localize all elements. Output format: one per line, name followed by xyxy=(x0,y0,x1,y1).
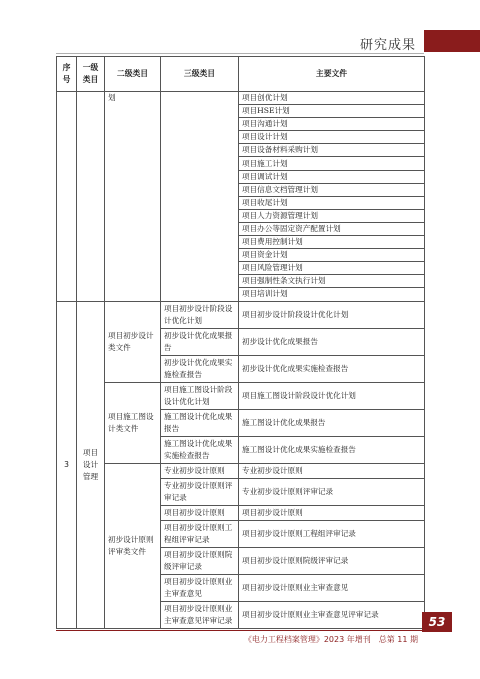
doc-cell: 项目初步设计原则业主审查意见评审记录 xyxy=(239,601,425,628)
doc-cell: 项目培训计划 xyxy=(239,288,425,301)
doc-cell: 项目设计计划 xyxy=(239,131,425,144)
level3-cell: 专业初步设计原则评审记录 xyxy=(161,478,239,505)
seq-cell xyxy=(57,92,77,302)
doc-cell: 施工图设计优化成果报告 xyxy=(239,409,425,436)
archive-classification-table xyxy=(56,56,425,629)
level3-cell: 项目初步设计原则工程组评审记录 xyxy=(161,520,239,547)
level3-cell: 施工图设计优化成果实施检查报告 xyxy=(161,436,239,463)
level3-cell: 施工图设计优化成果报告 xyxy=(161,409,239,436)
doc-cell: 项目沟通计划 xyxy=(239,118,425,131)
level3-cell: 专业初步设计原则 xyxy=(161,463,239,478)
level1-cell xyxy=(77,92,105,302)
doc-cell: 项目初步设计阶段设计优化计划 xyxy=(239,301,425,328)
level2-cell: 项目初步设计类文件 xyxy=(105,301,161,382)
doc-cell: 项目施工图设计阶段设计优化计划 xyxy=(239,382,425,409)
level3-cell: 项目初步设计原则业主审查意见 xyxy=(161,574,239,601)
doc-cell: 项目初步设计原则工程组评审记录 xyxy=(239,520,425,547)
doc-cell: 项目创优计划 xyxy=(239,92,425,105)
doc-cell: 项目收尾计划 xyxy=(239,196,425,209)
doc-cell: 项目初步设计原则业主审查意见 xyxy=(239,574,425,601)
doc-cell: 项目施工计划 xyxy=(239,157,425,170)
header-level3: 三级类目 xyxy=(161,57,239,92)
level2-cell: 初步设计原则评审类文件 xyxy=(105,463,161,628)
table-row xyxy=(57,301,425,328)
level3-cell: 项目初步设计阶段设计优化计划 xyxy=(161,301,239,328)
table-row xyxy=(57,92,425,105)
level3-cell: 初步设计优化成果报告 xyxy=(161,328,239,355)
page-number: 53 xyxy=(422,612,452,632)
table-row xyxy=(57,463,425,478)
header-color-block xyxy=(424,30,480,52)
doc-cell: 项目强制性条文执行计划 xyxy=(239,275,425,288)
header-seq: 序号 xyxy=(57,57,77,92)
level3-cell: 项目初步设计原则业主审查意见评审记录 xyxy=(161,601,239,628)
table-header-row xyxy=(57,57,425,92)
doc-cell: 项目初步设计原则 xyxy=(239,505,425,520)
level1-cell: 项目设计管理 xyxy=(77,301,105,628)
doc-cell: 项目资金计划 xyxy=(239,249,425,262)
page-header xyxy=(0,0,480,56)
level2-cell: 划 xyxy=(105,92,161,302)
doc-cell: 项目人力资源管理计划 xyxy=(239,209,425,222)
level2-cell: 项目施工图设计类文件 xyxy=(105,382,161,463)
doc-cell: 项目风险管理计划 xyxy=(239,262,425,275)
level3-cell: 初步设计优化成果实施检查报告 xyxy=(161,355,239,382)
design-management-section xyxy=(57,301,425,628)
header-rule xyxy=(56,53,424,54)
level3-cell: 项目施工图设计阶段设计优化计划 xyxy=(161,382,239,409)
header-level1: 一级类目 xyxy=(77,57,105,92)
footer-rule xyxy=(56,630,422,631)
header-level2: 二级类目 xyxy=(105,57,161,92)
section-title: 研究成果 xyxy=(359,38,416,53)
doc-cell: 项目初步设计原则院级评审记录 xyxy=(239,547,425,574)
doc-cell: 专业初步设计原则 xyxy=(239,463,425,478)
doc-cell: 项目办公等固定资产配置计划 xyxy=(239,222,425,235)
doc-cell: 项目信息文档管理计划 xyxy=(239,183,425,196)
doc-cell: 初步设计优化成果报告 xyxy=(239,328,425,355)
continued-section xyxy=(57,92,425,302)
header-docs: 主要文件 xyxy=(239,57,425,92)
table-row xyxy=(57,382,425,409)
doc-cell: 项目HSE计划 xyxy=(239,105,425,118)
doc-cell: 项目设备材料采购计划 xyxy=(239,144,425,157)
doc-cell: 项目费用控制计划 xyxy=(239,236,425,249)
seq-cell: 3 xyxy=(57,301,77,628)
journal-info: 《电力工程档案管理》2023 年增刊 总第 11 期 xyxy=(243,635,418,644)
doc-cell: 项目调试计划 xyxy=(239,170,425,183)
doc-cell: 初步设计优化成果实施检查报告 xyxy=(239,355,425,382)
level3-cell xyxy=(161,92,239,302)
doc-cell: 施工图设计优化成果实施检查报告 xyxy=(239,436,425,463)
page-footer xyxy=(0,612,480,652)
doc-cell: 专业初步设计原则评审记录 xyxy=(239,478,425,505)
level3-cell: 项目初步设计原则 xyxy=(161,505,239,520)
level3-cell: 项目初步设计原则院级评审记录 xyxy=(161,547,239,574)
